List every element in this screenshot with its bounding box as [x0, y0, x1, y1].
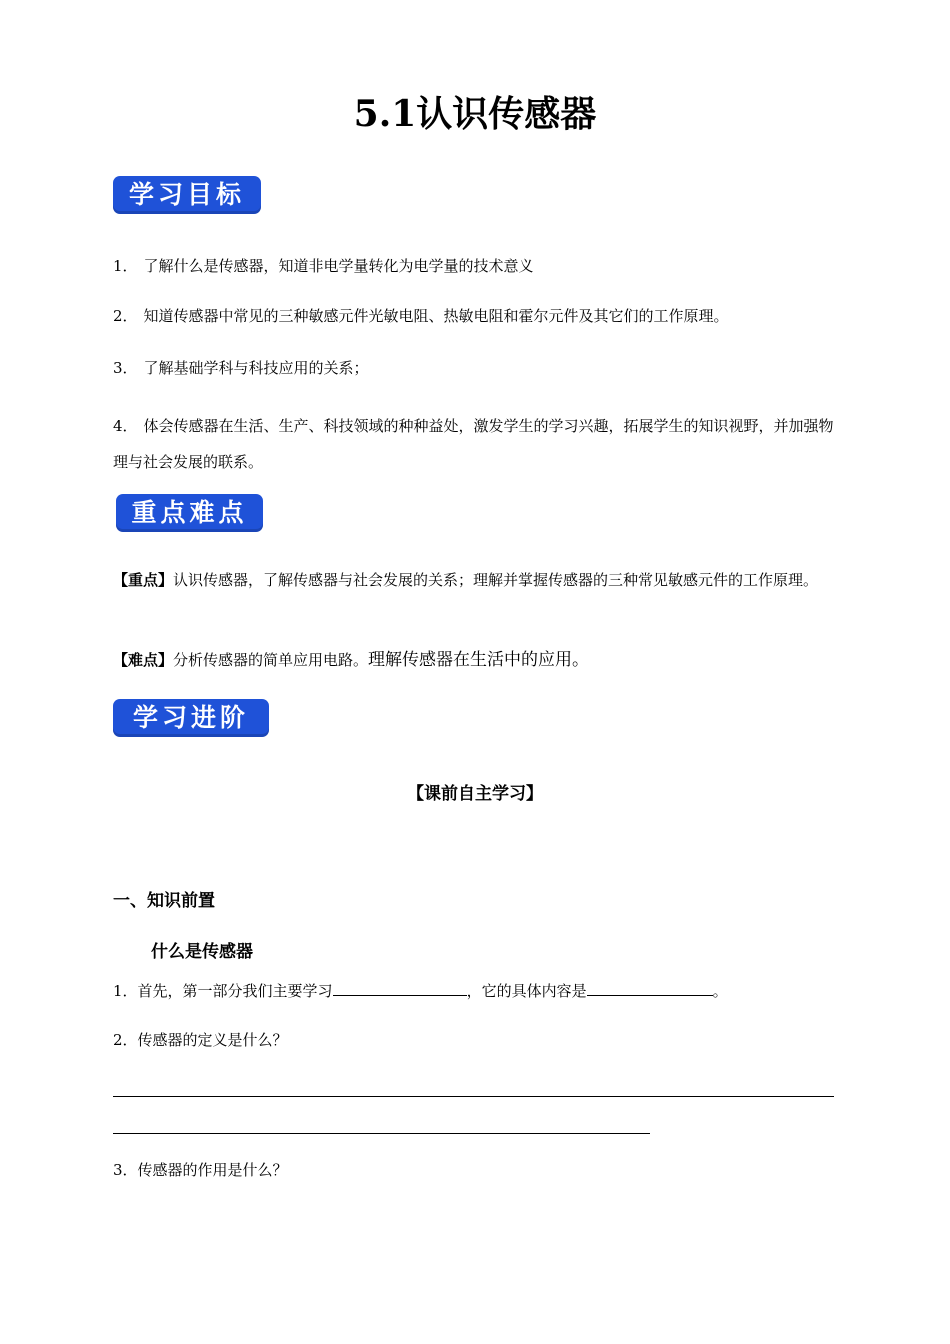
objective-item [113, 356, 835, 380]
objective-text: 了解什么是传感器，知道非电学量转化为电学量的技术意义 [143, 257, 534, 275]
learning-advance-badge: 学习进阶 [113, 699, 269, 737]
question-text: 传感器的作用是什么？ [137, 1161, 288, 1179]
question-text: ，它的具体内容是 [466, 982, 587, 1000]
question-number: 3． [113, 1161, 138, 1179]
key-difficult-badge: 重点难点 [116, 494, 263, 532]
key-point-text: 认识传感器，了解传感器与社会发展的关系；理解并掌握传感器的三种常见敏感元件的工作原理。 [173, 571, 819, 589]
objective-item [113, 254, 835, 278]
objective-item [113, 408, 835, 480]
answer-line[interactable] [113, 1096, 834, 1097]
objective-number: 4． [113, 417, 138, 435]
objective-item [113, 304, 835, 328]
learning-objectives-badge: 学习目标 [113, 176, 261, 214]
question-2 [113, 1028, 835, 1052]
answer-blank[interactable] [587, 979, 713, 996]
objective-text: 体会传感器在生活、生产、科技领域的种种益处，激发学生的学习兴趣，拓展学生的知识视野，并加强物理与社会发展的联系。 [113, 417, 834, 471]
difficult-point-text-extra: 理解传感器在生活中的应用。 [368, 650, 590, 670]
question-number: 2． [113, 1031, 138, 1049]
key-point-label: 【重点】 [113, 571, 174, 589]
objective-number: 1． [113, 257, 138, 275]
objective-text: 了解基础学科与科技应用的关系； [143, 359, 369, 377]
difficult-point [113, 648, 835, 672]
question-number: 1． [113, 982, 138, 1000]
question-text: 传感器的定义是什么？ [137, 1031, 288, 1049]
question-1 [113, 979, 835, 1003]
section-subheading: 什么是传感器 [151, 942, 253, 962]
question-text: 首先，第一部分我们主要学习 [137, 982, 333, 1000]
objective-text: 知道传感器中常见的三种敏感元件光敏电阻、热敏电阻和霍尔元件及其它们的工作原理。 [143, 307, 729, 325]
answer-blank[interactable] [333, 979, 467, 996]
question-3 [113, 1158, 835, 1182]
section-heading: 一、知识前置 [113, 891, 215, 911]
self-study-heading: 【课前自主学习】 [407, 784, 543, 804]
objective-number: 2． [113, 307, 138, 325]
page-title: 5.1认识传感器 [353, 93, 597, 135]
difficult-point-text: 分析传感器的简单应用电路。 [173, 651, 369, 669]
question-text: 。 [712, 982, 728, 1000]
answer-line[interactable] [113, 1133, 650, 1134]
key-point [113, 562, 835, 598]
difficult-point-label: 【难点】 [113, 651, 174, 669]
objective-number: 3． [113, 359, 138, 377]
